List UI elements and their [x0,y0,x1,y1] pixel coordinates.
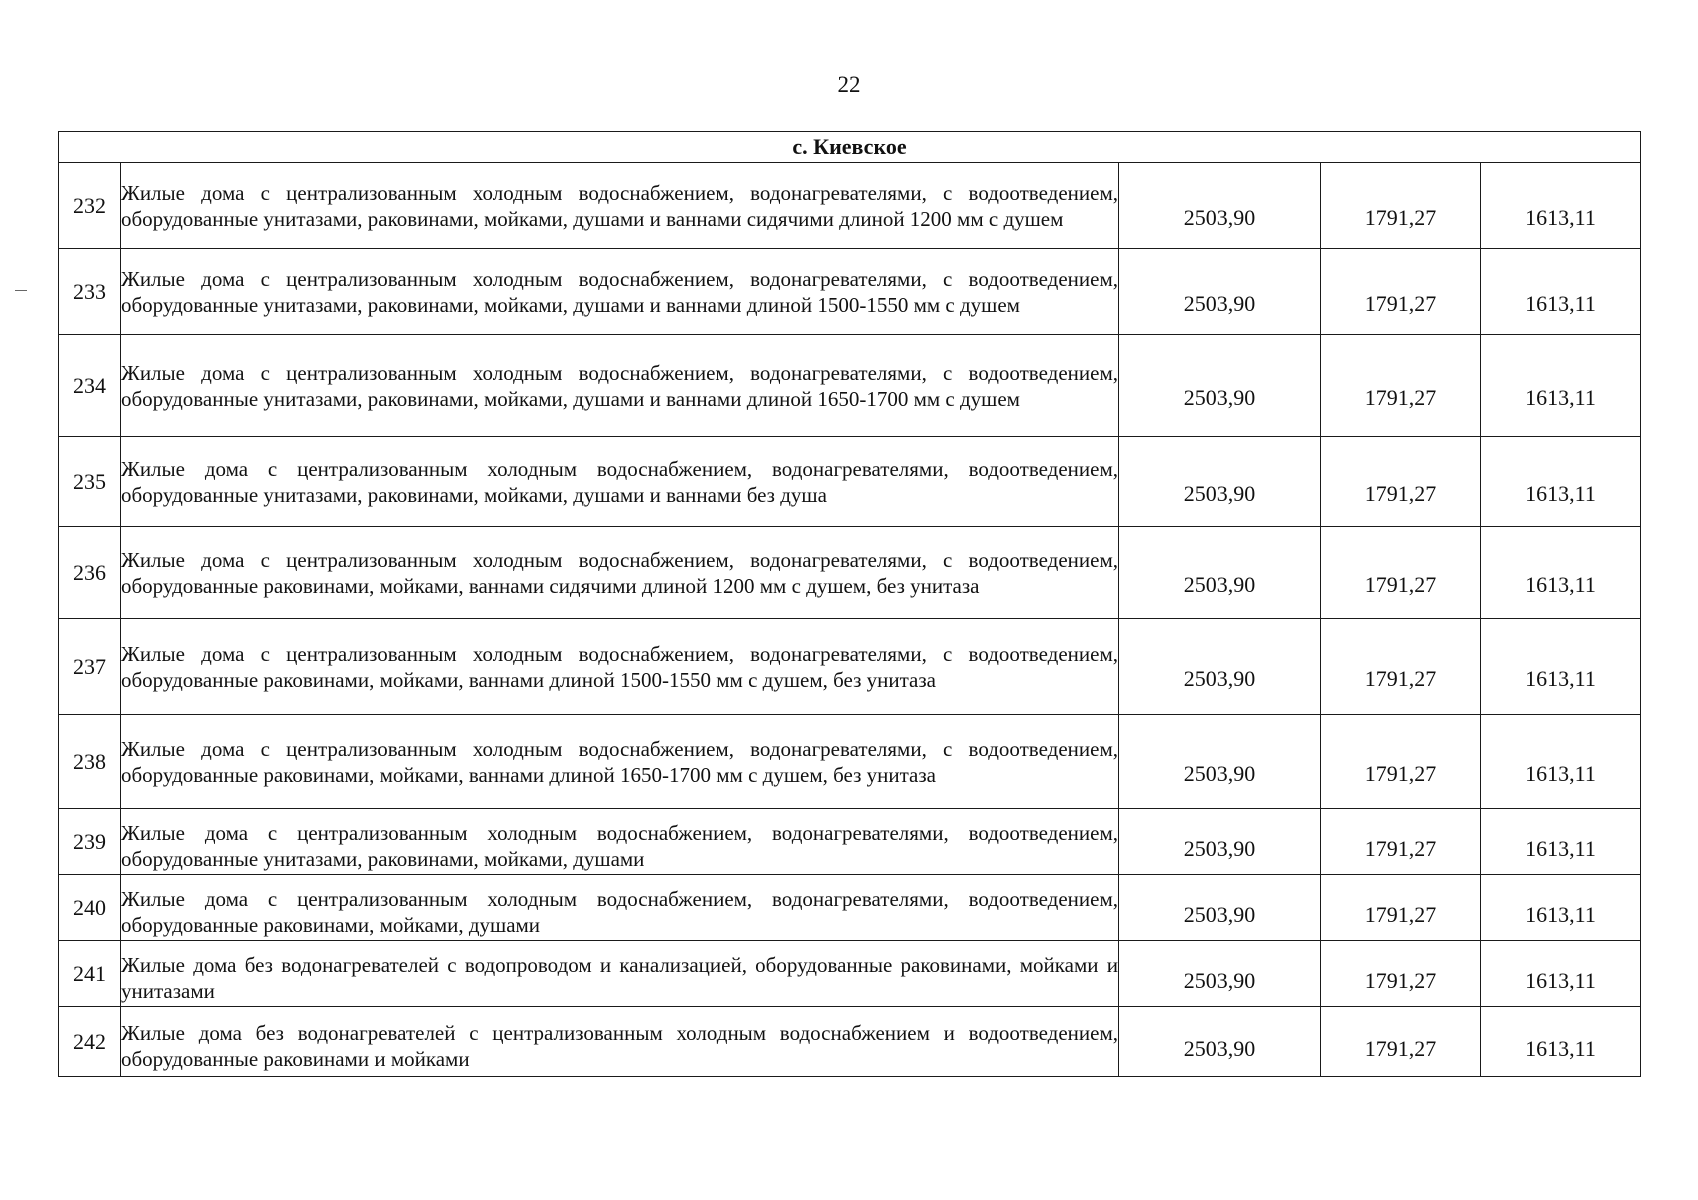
row-description: Жилые дома с централизованным холодным водоснабжением, водонагревателями, с водоотведением, оборудованные раковинами, мойками, ваннами сидячими длиной 1200 мм с душем, без унитаза [121,527,1119,619]
tariff-value-3: 1613,11 [1481,619,1641,715]
tariff-value-1: 2503,90 [1119,437,1321,527]
row-description: Жилые дома с централизованным холодным водоснабжением, водонагревателями, с водоотведением, оборудованные раковинами, мойками, ваннами длиной 1650-1700 мм с душем, без унитаза [121,715,1119,809]
tariff-value-1: 2503,90 [1119,941,1321,1007]
margin-mark [15,290,27,291]
tariff-value-1: 2503,90 [1119,875,1321,941]
row-number: 234 [59,335,121,437]
table-row [59,875,1641,941]
row-number: 232 [59,163,121,249]
tariff-value-2: 1791,27 [1321,941,1481,1007]
row-description: Жилые дома без водонагревателей с водопроводом и канализацией, оборудованные раковинами, мойками и унитазами [121,941,1119,1007]
row-description: Жилые дома с централизованным холодным водоснабжением, водонагревателями, водоотведением, оборудованные унитазами, раковинами, мойками, душами и ваннами без душа [121,437,1119,527]
tariff-table-body [59,132,1641,1077]
tariff-value-1: 2503,90 [1119,163,1321,249]
row-description: Жилые дома с централизованным холодным водоснабжением, водонагревателями, с водоотведением, оборудованные унитазами, раковинами, мойками, душами и ваннами длиной 1500-1550 мм с душем [121,249,1119,335]
table-row [59,249,1641,335]
tariff-value-2: 1791,27 [1321,527,1481,619]
tariff-value-1: 2503,90 [1119,1007,1321,1077]
row-number: 240 [59,875,121,941]
table-row [59,715,1641,809]
row-number: 236 [59,527,121,619]
row-description: Жилые дома с централизованным холодным водоснабжением, водонагревателями, с водоотведением, оборудованные унитазами, раковинами, мойками, душами и ваннами сидячими длиной 1200 мм с душем [121,163,1119,249]
table-row [59,1007,1641,1077]
section-header-row [59,132,1641,163]
tariff-value-2: 1791,27 [1321,335,1481,437]
tariff-table [58,131,1641,1077]
tariff-value-3: 1613,11 [1481,163,1641,249]
table-row [59,527,1641,619]
tariff-value-2: 1791,27 [1321,437,1481,527]
tariff-value-2: 1791,27 [1321,249,1481,335]
section-title: с. Киевское [59,132,1641,163]
row-description: Жилые дома без водонагревателей с централизованным холодным водоснабжением и водоотведением, оборудованные раковинами и мойками [121,1007,1119,1077]
tariff-value-2: 1791,27 [1321,875,1481,941]
tariff-value-1: 2503,90 [1119,335,1321,437]
row-description: Жилые дома с централизованным холодным водоснабжением, водонагревателями, с водоотведением, оборудованные унитазами, раковинами, мойками, душами и ваннами длиной 1650-1700 мм с душем [121,335,1119,437]
tariff-value-3: 1613,11 [1481,249,1641,335]
tariff-value-1: 2503,90 [1119,619,1321,715]
tariff-value-2: 1791,27 [1321,1007,1481,1077]
row-number: 239 [59,809,121,875]
row-number: 242 [59,1007,121,1077]
row-number: 237 [59,619,121,715]
tariff-value-2: 1791,27 [1321,715,1481,809]
tariff-value-1: 2503,90 [1119,715,1321,809]
row-description: Жилые дома с централизованным холодным водоснабжением, водонагревателями, с водоотведением, оборудованные раковинами, мойками, ваннами длиной 1500-1550 мм с душем, без унитаза [121,619,1119,715]
page-number: 22 [837,72,861,97]
tariff-value-2: 1791,27 [1321,619,1481,715]
tariff-value-3: 1613,11 [1481,809,1641,875]
table-row [59,619,1641,715]
tariff-value-2: 1791,27 [1321,163,1481,249]
row-number: 235 [59,437,121,527]
tariff-value-1: 2503,90 [1119,249,1321,335]
row-description: Жилые дома с централизованным холодным водоснабжением, водонагревателями, водоотведением, оборудованные раковинами, мойками, душами [121,875,1119,941]
row-description: Жилые дома с централизованным холодным водоснабжением, водонагревателями, водоотведением, оборудованные унитазами, раковинами, мойками, душами [121,809,1119,875]
tariff-value-3: 1613,11 [1481,715,1641,809]
table-row [59,941,1641,1007]
table-row [59,809,1641,875]
row-number: 233 [59,249,121,335]
table-row [59,163,1641,249]
row-number: 241 [59,941,121,1007]
row-number: 238 [59,715,121,809]
tariff-value-1: 2503,90 [1119,809,1321,875]
tariff-value-3: 1613,11 [1481,875,1641,941]
tariff-value-1: 2503,90 [1119,527,1321,619]
tariff-value-3: 1613,11 [1481,335,1641,437]
tariff-value-3: 1613,11 [1481,527,1641,619]
table-row [59,335,1641,437]
tariff-value-3: 1613,11 [1481,1007,1641,1077]
table-row [59,437,1641,527]
tariff-value-3: 1613,11 [1481,941,1641,1007]
tariff-value-3: 1613,11 [1481,437,1641,527]
tariff-value-2: 1791,27 [1321,809,1481,875]
